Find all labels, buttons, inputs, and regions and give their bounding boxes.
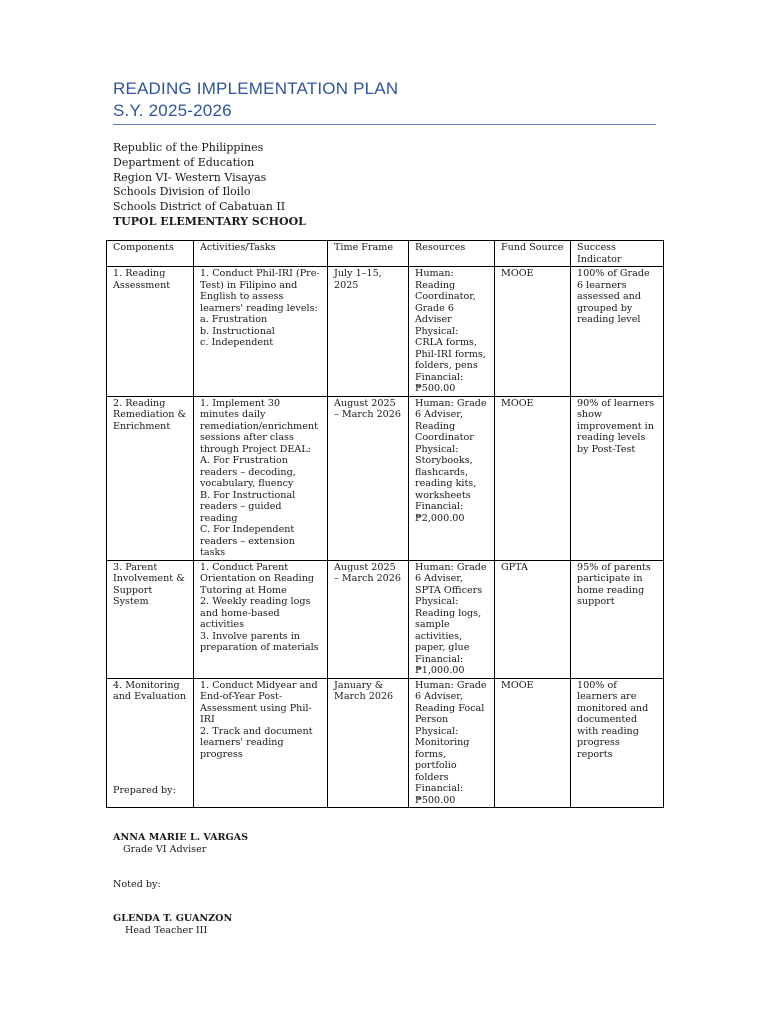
resource-line: Physical: Reading logs, sample activities, paper, glue xyxy=(415,596,482,653)
component-cell: 3. Parent Involvement & Support System xyxy=(107,560,194,678)
title-divider xyxy=(113,124,656,125)
resources-cell xyxy=(409,396,495,560)
resource-line: Physical: CRLA forms, Phil-IRI forms, folders, pens xyxy=(415,325,486,371)
header-line: Department of Education xyxy=(113,155,255,169)
column-header-components: Components xyxy=(107,241,194,267)
title-line-2: S.Y. 2025-2026 xyxy=(113,101,232,120)
activities-cell xyxy=(194,560,328,678)
table-header-row xyxy=(107,241,664,267)
header-line: Schools Division of Iloilo xyxy=(113,185,251,199)
resource-line: Financial: ₱1,000.00 xyxy=(415,653,465,676)
success-indicator-cell: 100% of learners are monitored and documented with reading progress reports xyxy=(571,678,664,808)
resource-line: Human: Grade 6 Adviser, Reading Coordinator xyxy=(415,397,487,443)
fund-source-cell: GPTA xyxy=(495,560,571,678)
success-indicator-cell: 95% of parents participate in home reading support xyxy=(571,560,664,678)
resources-cell xyxy=(409,560,495,678)
activity-line: C. For Independent readers – extension tasks xyxy=(200,524,295,558)
activity-line: b. Instructional xyxy=(200,325,275,337)
activities-cell xyxy=(194,396,328,560)
column-header-time-frame: Time Frame xyxy=(328,241,409,267)
time-frame-cell: July 1–15, 2025 xyxy=(328,267,409,397)
resource-line: Human: Reading Coordinator, Grade 6 Adviser xyxy=(415,268,476,325)
activity-line: 2. Track and document learners' reading progress xyxy=(200,725,313,760)
resource-line: Physical: Monitoring forms, portfolio folders xyxy=(415,725,470,783)
resource-line: Physical: Storybooks, flashcards, reading kits, worksheets xyxy=(415,443,477,501)
resource-line: Financial: ₱500.00 xyxy=(415,371,464,394)
component-cell: 2. Reading Remediation & Enrichment xyxy=(107,396,194,560)
table-row xyxy=(107,678,664,808)
column-header-fund-source: Fund Source xyxy=(495,241,571,267)
activity-line: 1. Conduct Phil-IRI (Pre-Test) in Filipino and English to assess learners' reading levels: xyxy=(200,268,320,314)
title-line-1: READING IMPLEMENTATION PLAN xyxy=(113,79,399,98)
school-name: TUPOL ELEMENTARY SCHOOL xyxy=(113,214,306,228)
noted-by-title: Head Teacher III xyxy=(125,925,208,936)
resource-line: Financial: ₱2,000.00 xyxy=(415,501,465,524)
prepared-by-name: ANNA MARIE L. VARGAS xyxy=(113,832,249,843)
noted-by-label: Noted by: xyxy=(113,879,161,890)
success-indicator-cell: 90% of learners show improvement in reading levels by Post-Test xyxy=(571,396,664,560)
activity-line: 1. Conduct Midyear and End-of-Year Post-Assessment using Phil-IRI xyxy=(200,679,318,725)
prepared-by-title: Grade VI Adviser xyxy=(123,844,207,855)
school-header xyxy=(113,141,306,230)
activity-line: A. For Frustration readers – decoding, vocabulary, fluency xyxy=(200,455,296,489)
resource-line: Human: Grade 6 Adviser, SPTA Officers xyxy=(415,561,487,596)
header-line: Region VI- Western Visayas xyxy=(113,170,267,184)
table-row xyxy=(107,396,664,560)
component-cell: 1. Reading Assessment xyxy=(107,267,194,397)
activity-line: 1. Conduct Parent Orientation on Reading Tutoring at Home xyxy=(200,561,315,596)
resources-cell xyxy=(409,267,495,397)
column-header-resources: Resources xyxy=(409,241,495,267)
activities-cell xyxy=(194,678,328,808)
activity-line: 3. Involve parents in preparation of materials xyxy=(200,630,319,653)
fund-source-cell: MOOE xyxy=(495,267,571,397)
resource-line: Financial: ₱500.00 xyxy=(415,783,464,806)
table-row xyxy=(107,267,664,397)
activity-line: B. For Instructional readers – guided reading xyxy=(200,489,296,524)
activity-line: a. Frustration xyxy=(200,314,268,325)
resources-cell xyxy=(409,678,495,808)
activity-line: 1. Implement 30 minutes daily remediation/enrichment sessions after class through Project DEAL: xyxy=(200,397,318,455)
activity-line: c. Independent xyxy=(200,337,274,348)
resource-line: Human: Grade 6 Adviser, Reading Focal Person xyxy=(415,679,487,725)
document-title xyxy=(113,78,398,122)
activities-cell xyxy=(194,267,328,397)
time-frame-cell: August 2025 – March 2026 xyxy=(328,396,409,560)
fund-source-cell: MOOE xyxy=(495,678,571,808)
time-frame-cell: January & March 2026 xyxy=(328,678,409,808)
column-header-success-indicator: Success Indicator xyxy=(571,241,664,267)
implementation-table xyxy=(106,240,664,808)
header-line: Schools District of Cabatuan II xyxy=(113,200,286,214)
component-cell: 4. Monitoring and Evaluation xyxy=(107,678,194,808)
fund-source-cell: MOOE xyxy=(495,396,571,560)
prepared-by-label: Prepared by: xyxy=(113,785,176,796)
noted-by-name: GLENDA T. GUANZON xyxy=(113,913,233,924)
time-frame-cell: August 2025 – March 2026 xyxy=(328,560,409,678)
header-line: Republic of the Philippines xyxy=(113,141,264,154)
success-indicator-cell: 100% of Grade 6 learners assessed and grouped by reading level xyxy=(571,267,664,397)
table-row xyxy=(107,560,664,678)
activity-line: 2. Weekly reading logs and home-based activities xyxy=(200,596,311,630)
column-header-activities: Activities/Tasks xyxy=(194,241,328,267)
